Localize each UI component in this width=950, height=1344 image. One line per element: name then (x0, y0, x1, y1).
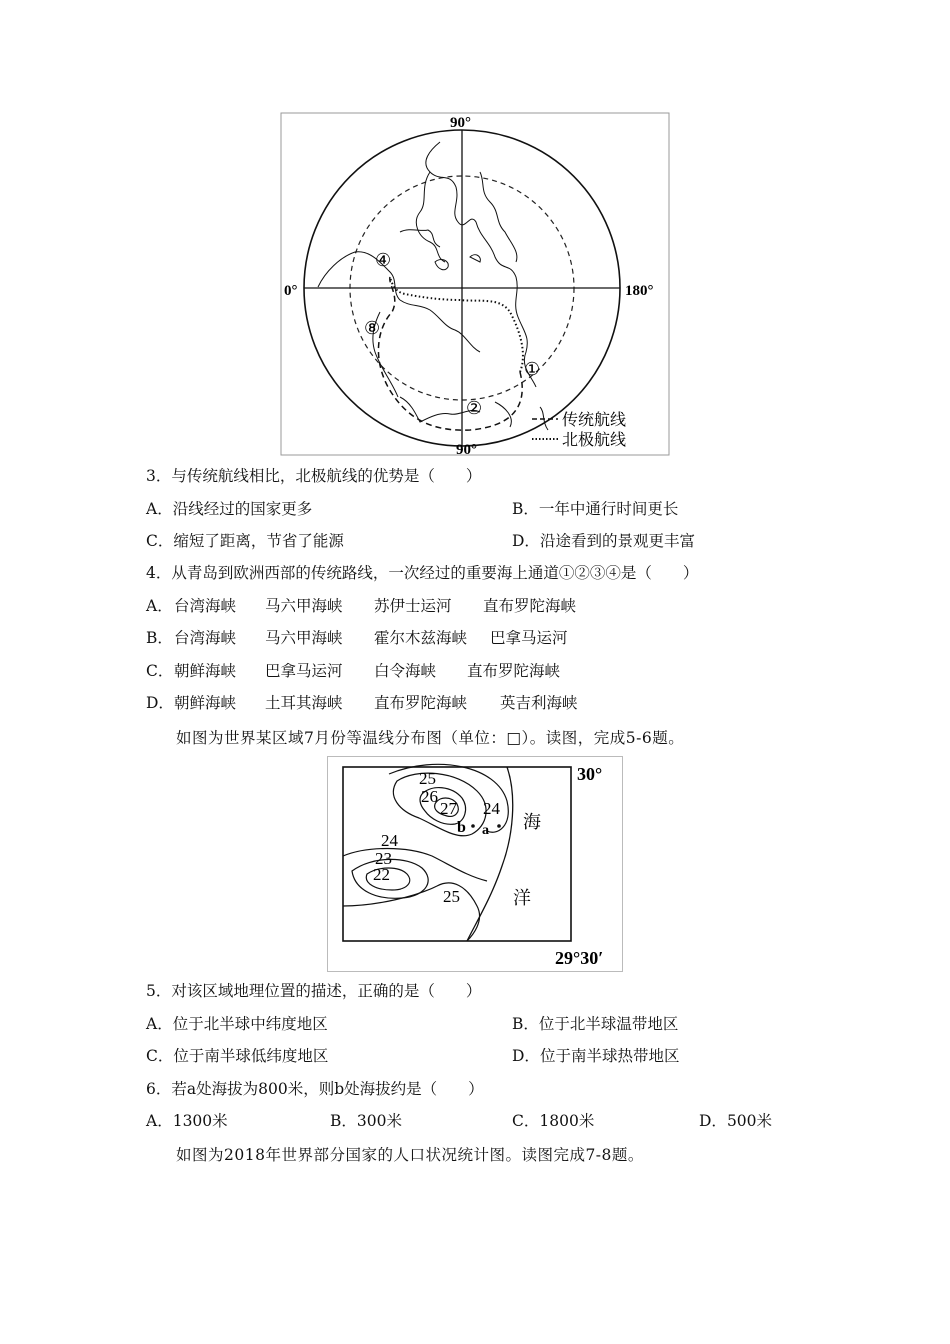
q6-option-d[interactable]: D．500米 (699, 1112, 773, 1130)
isotherm-label-24-right: 24 (483, 799, 500, 818)
q6-option-a[interactable]: A．1300米 (146, 1112, 228, 1130)
sea-label-1: 海 (523, 812, 541, 832)
q5-option-b[interactable]: B．位于北半球温带地区 (512, 1015, 679, 1033)
q6-stem: 6．若a处海拔为800米，则b处海拔约是（ ） (146, 1080, 484, 1098)
q5-stem: 5．对该区域地理位置的描述，正确的是（ ） (146, 982, 482, 1000)
isotherm-label-26: 26 (421, 787, 438, 806)
polar-route-map (280, 112, 670, 456)
point-b: b (457, 819, 466, 836)
map-label-90-bottom: 90° (456, 442, 477, 456)
marker-2: ② (466, 398, 483, 418)
marker-8: ⑧ (364, 318, 381, 338)
lat-label-30: 30° (577, 764, 603, 784)
q4-option-a[interactable]: A． 台湾海峡 马六甲海峡 苏伊士运河 直布罗陀海峡 (146, 597, 577, 615)
marker-1: ① (524, 359, 541, 379)
isotherm-label-24-left: 24 (381, 831, 398, 850)
map-label-0: 0° (284, 283, 298, 299)
map-label-180: 180° (625, 283, 654, 299)
isotherm-label-25-top: 25 (419, 769, 436, 788)
q3-option-c[interactable]: C．缩短了距离，节省了能源 (146, 532, 344, 550)
q3-stem: 3．与传统航线相比，北极航线的优势是（ ） (146, 467, 482, 485)
q4-option-c[interactable]: C． 朝鲜海峡 巴拿马运河 白令海峡 直布罗陀海峡 (146, 662, 561, 680)
q3-option-a[interactable]: A．沿线经过的国家更多 (146, 500, 313, 518)
q3-option-b[interactable]: B．一年中通行时间更长 (512, 500, 679, 518)
q4-stem: 4．从青岛到欧洲西部的传统路线，一次经过的重要海上通道①②③④是（ ） (146, 564, 699, 582)
q6-option-b[interactable]: B．300米 (330, 1112, 402, 1130)
isotherm-label-23: 23 (375, 849, 392, 868)
intro-isotherm: 如图为世界某区域7月份等温线分布图（单位：□）。读图，完成5-6题。 (176, 729, 685, 747)
isotherm-label-25-bottom: 25 (443, 887, 460, 906)
isotherm-label-22: 22 (373, 865, 390, 884)
legend-traditional-route: 传统航线 (562, 412, 627, 429)
q5-option-d[interactable]: D．位于南半球热带地区 (512, 1047, 680, 1065)
sea-label-2: 洋 (513, 888, 531, 908)
legend-arctic-route: 北极航线 (562, 432, 627, 449)
lat-label-29-30: 29°30′ (555, 948, 604, 968)
q4-option-d[interactable]: D． 朝鲜海峡 土耳其海峡 直布罗陀海峡 英吉利海峡 (146, 694, 578, 712)
marker-4: ④ (375, 250, 392, 270)
isotherm-label-27: 27 (440, 799, 457, 818)
point-a: a (482, 823, 489, 838)
map-label-90-top: 90° (450, 115, 471, 131)
q3-option-d[interactable]: D．沿途看到的景观更丰富 (512, 532, 695, 550)
q5-option-c[interactable]: C．位于南半球低纬度地区 (146, 1047, 329, 1065)
intro-population: 如图为2018年世界部分国家的人口状况统计图。读图完成7-8题。 (176, 1146, 644, 1164)
q6-option-c[interactable]: C．1800米 (512, 1112, 595, 1130)
q5-option-a[interactable]: A．位于北半球中纬度地区 (146, 1015, 328, 1033)
q4-option-b[interactable]: B． 台湾海峡 马六甲海峡 霍尔木兹海峡 巴拿马运河 (146, 629, 568, 647)
isotherm-map (327, 756, 623, 972)
